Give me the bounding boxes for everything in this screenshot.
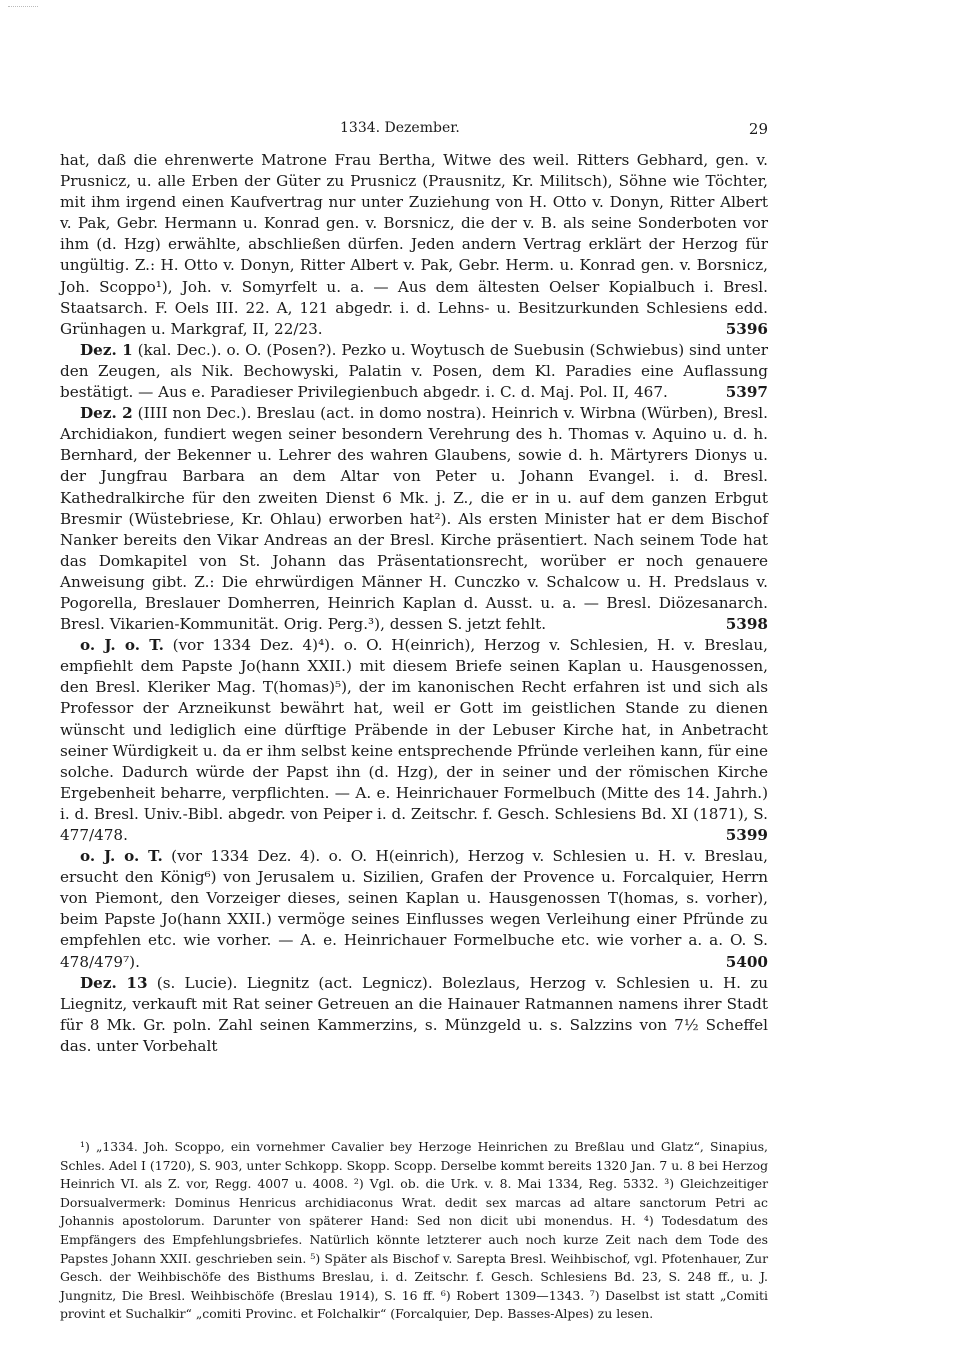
register-entry <box>60 340 768 403</box>
entry-text: (vor 1334 Dez. 4)⁴). o. O. H(einrich), Herzog v. Schlesien, H. v. Breslau, empfiehlt dem Papste Jo(hann XXII.) mit diesem Briefe seinen Kaplan u. Hausgenossen, den Bresl. Kleriker Mag. T(homas)⁵), der im kanonischen Recht erfahren ist und sich als Professor der Arzneikunst bewährt hat, weil er Gott im geistlichen Stande zu dienen wünscht und lediglich eine dürftige Präbende in der Lebuser Kirche hat, in Anbetracht seiner Würdigkeit u. da er ihm selbst keine entsprechende Pfründe verleihen kann, für eine solche. Dadurch würde der Papst ihn (d. Hzg), der in seiner und der römischen Kirche Ergebenheit beharre, verpflichten. — A. e. Heinrichauer Formelbuch (Mitte des 14. Jahrh.) i. d. Bresl. Univ.-Bibl. abgedr. von Peiper i. d. Zeitschr. f. Gesch. Schlesiens Bd. XI (1871), S. 477/478. <box>60 636 768 844</box>
register-entry <box>60 403 768 635</box>
entry-text: (s. Lucie). Liegnitz (act. Legnicz). Bolezlaus, Herzog v. Schlesien u. H. zu Liegnitz, verkauft mit Rat seiner Getreuen an die Hainauer Ratmannen namens ihrer Stadt für 8 Mk. Gr. poln. Zahl seinen Kammerzins, s. Münzgeld u. s. Salzzins von 7½ Scheffel das. unter Vorbehalt <box>60 973 769 1055</box>
document-number: 5397 <box>725 383 768 402</box>
footnote-block: ¹) „1334. Joh. Scoppo, ein vornehmer Cavalier bey Herzoge Heinrichen zu Breßlau und Glatz“, Sinapius, Schles. Adel I (1720), S. 903, unter Schkopp. Skopp. Scopp. Derselbe kommt bereits 1320 Jan. 7 u. 8 bei Herzog Heinrich VI. als Z. vor, Regg. 4007 u. 4008. ²) Vgl. ob. die Urk. v. 8. Mai 1334, Reg. 5332. ³) Gleichzeitiger Dorsualvermerk: Dominus Henricus archidiaconus Wrat. dedit sex marcas ad altare sanctorum Petri ac Johannis apostolorum. Darunter von späterer Hand: Sed non dicit ubi monendus. H. ⁴) Todesdatum des Empfängers des Empfehlungsbriefes. Natürlich könnte letzterer auch noch kurze Zeit nach dem Tode des Papstes Johann XXII. geschrieben sein. ⁵) Später als Bischof v. Sarepta Bresl. Weihbischof, vgl. Pfotenhauer, Zur Gesch. der Weihbischöfe des Bisthums Breslau, i. d. Zeitschr. f. Gesch. Schlesiens Bd. 23, S. 248 ff., u. J. Jungnitz, Die Bresl. Weihbischöfe (Breslau 1914), S. 16 ff. ⁶) Robert 1309—1343. ⁷) Daselbst ist statt „Comiti provint et Suchalkir“ „comiti Provinc. et Folchalkir“ (Forcalquier, Dep. Basses-Alpes) zu lesen. <box>60 1139 769 1322</box>
register-entry <box>60 846 768 973</box>
register-entry <box>60 635 768 846</box>
footnotes <box>60 1138 768 1324</box>
entry-date: o. J. o. T. <box>80 847 163 866</box>
document-number: 5399 <box>725 826 768 844</box>
document-number: 5400 <box>725 952 768 971</box>
continuation-paragraph <box>60 150 768 340</box>
entry-date: Dez. 1 <box>80 340 133 359</box>
entry-date: Dez. 2 <box>80 404 133 423</box>
document-number: 5396 <box>725 319 768 338</box>
entry-text: (IIII non Dec.). Breslau (act. in domo nostra). Heinrich v. Wirbna (Würben), Bresl. Archidiakon, fundiert wegen seiner besondern Verehrung des h. Thomas v. Aquino u. d. h. Bernhard, der Bekenner u. Lehrer des wahren Glaubens, sowie d. h. Märtyrers Dionys u. der Jungfrau Barbara an dem Altar von Peter u. Johann Evangel. i. d. Bresl. Kathedralkirche für den zweiten Dienst 6 Mk. j. Z., die er in u. auf dem ganzen Erbgut Bresmir (Wüstebriese, Kr. Ohlau) erworben hat²). Als ersten Minister hat er dem Bischof Nanker bereits den Vikar Andreas an der Bresl. Kirche präsentiert. Nach seinem Tode hat das Domkapitel von St. Johann das Präsentationsrecht, worüber er noch genauere Anweisung gibt. Z.: Die ehrwürdigen Männer H. Cunczko v. Schalcow u. H. Predslaus v. Pogorella, Breslauer Domherren, Heinrich Kaplan d. Ausst. u. a. — Bresl. Diözesanarch. Bresl. Vikarien-Kommunität. Orig. Perg.³), dessen S. jetzt fehlt. <box>60 404 768 634</box>
entry-date: o. J. o. T. <box>80 636 164 655</box>
register-entry <box>60 973 768 1057</box>
running-title: 1334. Dezember. <box>340 120 460 136</box>
entry-text: (vor 1334 Dez. 4). o. O. H(einrich), Herzog v. Schlesien u. H. v. Breslau, ersucht den König⁶) von Jerusalem u. Sizilien, Grafen der Provence u. Forcalquier, Herrn von Piemont, den Vorzeiger dieses, seinen Kaplan u. Hausgenossen T(homas, s. vorher), beim Papste Jo(hann XXII.) vermöge seines Einflusses wegen Verleihung einer Pfründe zu empfehlen etc. wie vorher. — A. e. Heinrichauer Formelbuche etc. wie vorher a. a. O. S. 478/479⁷). <box>60 847 769 971</box>
entry-text: (kal. Dec.). o. O. (Posen?). Pezko u. Woytusch de Suebusin (Schwiebus) sind unter den Zeugen, als Nik. Bechowyski, Palatin v. Posen, dem Kl. Paradies eine Auflassung bestätigt. — Aus e. Paradieser Privilegienbuch abgedr. i. C. d. Maj. Pol. II, 467. <box>60 340 768 402</box>
page-number: 29 <box>748 120 768 138</box>
page-header <box>60 120 768 144</box>
entry-date: Dez. 13 <box>80 973 148 992</box>
document-number: 5398 <box>725 615 768 634</box>
scan-artifact <box>8 6 38 15</box>
main-text <box>60 150 768 1057</box>
paragraph-text: hat, daß die ehrenwerte Matrone Frau Bertha, Witwe des weil. Ritters Gebhard, gen. v. Prusnicz, u. alle Erben der Güter zu Prusnicz (Prausnitz, Kr. Militsch), Söhne wie Töchter, mit ihm irgend einen Kaufvertrag nur unter Zuziehung von H. Otto v. Donyn, Ritter Albert v. Pak, Gebr. Hermann u. Konrad gen. v. Borsnicz, die der v. B. als seine Sonderboten vor ihm (d. Hzg) erwählte, abschließen dürfen. Jeden andern Vertrag erklärt der Herzog für ungültig. Z.: H. Otto v. Donyn, Ritter Albert v. Pak, Gebr. Herm. u. Konrad gen. v. Borsnicz, Joh. Scoppo¹), Joh. v. Somyrfelt u. a. — Aus dem ältesten Oelser Kopialbuch i. Bresl. Staatsarch. F. Oels III. 22. A, 121 abgedr. i. d. Lehns- u. Besitzurkunden Schlesiens edd. Grünhagen u. Markgraf, II, 22/23. <box>60 151 768 338</box>
